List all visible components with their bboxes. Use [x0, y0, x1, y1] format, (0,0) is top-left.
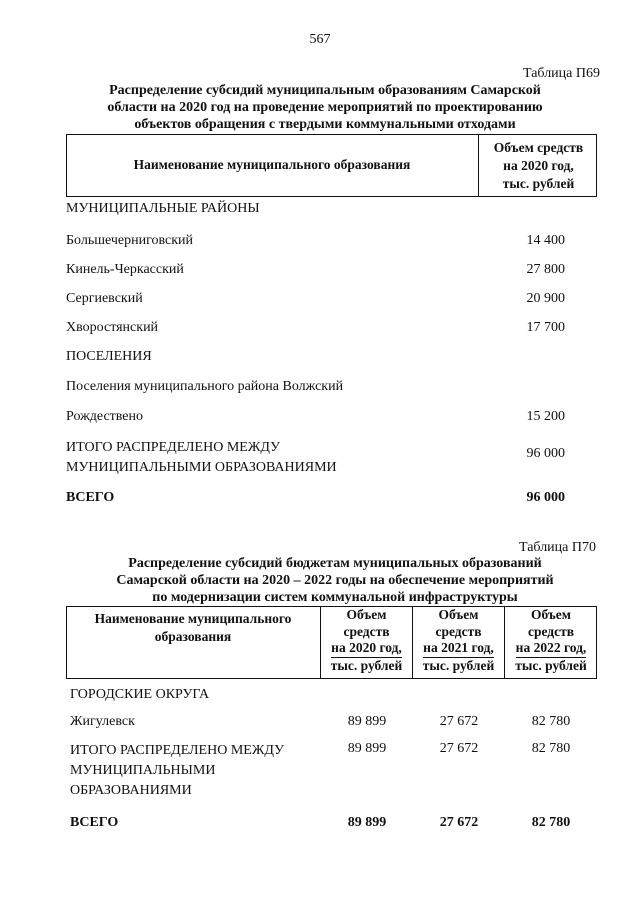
title-line: Самарской области на 2020 – 2022 годы на обеспечение мероприятий [116, 573, 554, 588]
header-2021 [413, 607, 504, 674]
section-municipal-districts: МУНИЦИПАЛЬНЫЕ РАЙОНЫ [66, 201, 260, 216]
table-p70-label: Таблица П70 [519, 540, 596, 555]
row-name: Большечерниговский [66, 233, 194, 248]
header-line: на 2022 год, [516, 640, 587, 658]
label-line: ИТОГО РАСПРЕДЕЛЕНО МЕЖДУ [66, 440, 280, 455]
row-name: Сергиевский [66, 291, 143, 306]
header-line: тыс. рублей [330, 657, 403, 673]
label-line: ИТОГО РАСПРЕДЕЛЕНО МЕЖДУ [70, 743, 284, 758]
total-distributed-2022: 82 780 [531, 741, 571, 756]
header-line: тыс. рублей [515, 657, 587, 673]
total-label: ВСЕГО [66, 490, 115, 505]
row-name: Рождествено [66, 409, 144, 424]
header-line: на 2020 год, [503, 158, 574, 173]
title-line: по модернизации систем коммунальной инфраструктуры [152, 590, 518, 605]
label-line: МУНИЦИПАЛЬНЫМИ ОБРАЗОВАНИЯМИ [66, 460, 337, 475]
title-line: объектов обращения с твердыми коммунальными отходами [134, 117, 516, 132]
header-line: тыс. рублей [422, 657, 495, 673]
total-distributed-label [66, 438, 337, 478]
header-amount [480, 139, 597, 193]
row-value: 17 700 [526, 320, 565, 335]
header-name [66, 610, 320, 646]
header-line: Объем средств [493, 140, 584, 155]
header-line: Объем [346, 607, 387, 622]
header-line: Наименование муниципального [94, 611, 292, 626]
total-2022: 82 780 [531, 815, 571, 830]
header-2022 [505, 607, 597, 674]
header-name: Наименование муниципального образования [133, 157, 411, 172]
header-line: средств [343, 623, 390, 639]
title-line: области на 2020 год на проведение мероприятий по проектированию [107, 100, 543, 115]
table-p69-title [60, 82, 590, 133]
header-line: средств [435, 623, 482, 639]
row-value: 27 800 [526, 262, 565, 277]
total-2021: 27 672 [439, 815, 479, 830]
section-settlements: ПОСЕЛЕНИЯ [66, 349, 152, 364]
row-value-2022: 82 780 [531, 714, 571, 729]
page-number: 567 [309, 32, 331, 47]
total-value: 96 000 [526, 490, 565, 505]
row-value-2020: 89 899 [347, 714, 387, 729]
label-line: ОБРАЗОВАНИЯМИ [70, 783, 192, 798]
header-line: образования [154, 629, 232, 644]
sub-section: Поселения муниципального района Волжский [66, 379, 344, 394]
total-label: ВСЕГО [70, 815, 119, 830]
row-value: 20 900 [526, 291, 565, 306]
header-line: средств [527, 623, 575, 639]
row-name: Кинель-Черкасский [66, 262, 184, 277]
total-distributed-label [70, 741, 284, 801]
title-line: Распределение субсидий бюджетам муниципальных образований [128, 556, 542, 571]
total-distributed-2020: 89 899 [347, 741, 387, 756]
total-2020: 89 899 [347, 815, 387, 830]
header-line: Объем [531, 607, 571, 622]
header-line: на 2021 год, [423, 640, 494, 658]
table-p69-label: Таблица П69 [523, 66, 600, 81]
label-line: МУНИЦИПАЛЬНЫМИ [70, 763, 216, 778]
header-line: тыс. рублей [502, 176, 575, 191]
section-city-districts: ГОРОДСКИЕ ОКРУГА [70, 687, 210, 702]
row-name: Жигулевск [70, 714, 135, 729]
header-divider [478, 134, 479, 197]
header-line: Объем [438, 607, 479, 622]
total-distributed-2021: 27 672 [439, 741, 479, 756]
row-value: 14 400 [526, 233, 565, 248]
header-line: на 2020 год, [331, 640, 402, 658]
total-distributed-value: 96 000 [526, 446, 565, 461]
table-p70-title [60, 555, 610, 606]
title-line: Распределение субсидий муниципальным образованиям Самарской [109, 83, 541, 98]
row-value: 15 200 [526, 409, 565, 424]
row-value-2021: 27 672 [439, 714, 479, 729]
row-name: Хворостянский [66, 320, 159, 335]
header-2020 [321, 607, 412, 674]
